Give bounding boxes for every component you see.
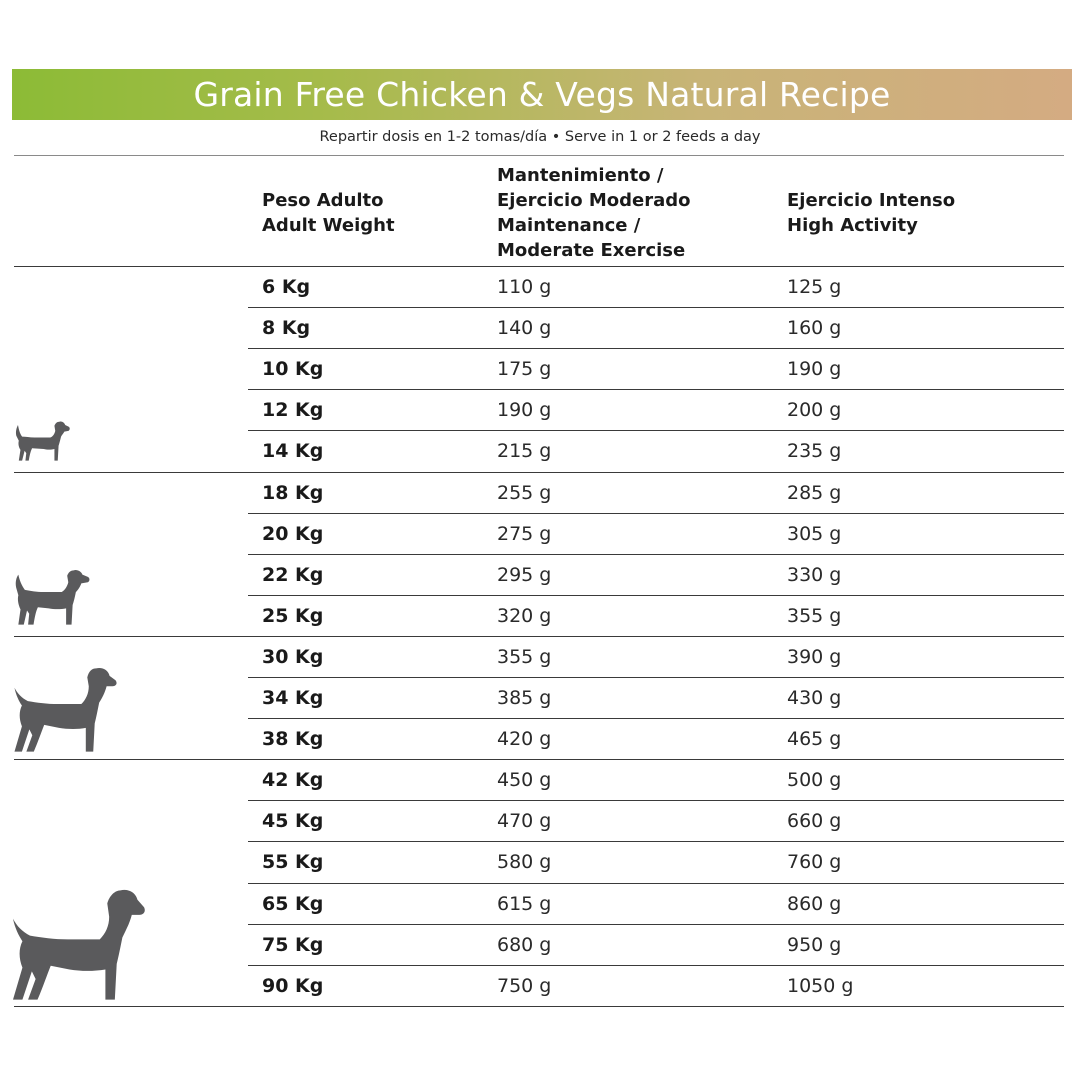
giant-dog-icon — [13, 888, 145, 1002]
column-header-maintenance — [497, 163, 691, 263]
table-cell-high: 1050 g — [787, 974, 854, 997]
table-cell-weight: 65 Kg — [262, 892, 324, 915]
table-row-divider — [248, 430, 1064, 431]
table-row-divider — [248, 554, 1064, 555]
table-cell-maintenance: 275 g — [497, 522, 552, 545]
small-dog-icon — [13, 417, 71, 467]
table-cell-maintenance: 140 g — [497, 317, 552, 340]
header-top-divider — [14, 155, 1064, 156]
table-cell-high: 125 g — [787, 276, 842, 298]
table-row-divider — [248, 841, 1064, 842]
table-cell-weight: 25 Kg — [262, 604, 324, 627]
table-cell-weight: 12 Kg — [262, 399, 324, 422]
header-weight-line-2: Adult Weight — [262, 215, 395, 236]
header-maint-line-4: Moderate Exercise — [497, 240, 686, 261]
table-cell-weight: 42 Kg — [262, 769, 324, 792]
table-cell-maintenance: 110 g — [497, 276, 552, 298]
table-cell-high: 950 g — [787, 933, 842, 956]
table-cell-maintenance: 295 g — [497, 563, 552, 586]
header-maint-line-2: Ejercicio Moderado — [497, 190, 691, 211]
table-row-divider — [248, 595, 1064, 596]
column-header-high-activity — [787, 188, 955, 238]
table-cell-maintenance: 320 g — [497, 604, 552, 627]
column-header-adult-weight — [262, 188, 395, 238]
serving-instructions: Repartir dosis en 1-2 tomas/día • Serve in 1 or 2 feeds a day — [319, 129, 761, 145]
header-maint-line-3: Maintenance / — [497, 215, 641, 236]
table-cell-maintenance: 580 g — [497, 851, 552, 874]
table-cell-high: 660 g — [787, 810, 842, 833]
table-row-divider — [248, 718, 1064, 719]
table-cell-high: 305 g — [787, 522, 842, 545]
table-cell-high: 160 g — [787, 317, 842, 340]
table-cell-maintenance: 615 g — [497, 892, 552, 915]
table-cell-weight: 90 Kg — [262, 974, 324, 997]
table-cell-weight: 18 Kg — [262, 481, 324, 504]
table-cell-high: 235 g — [787, 440, 842, 463]
page-title: Grain Free Chicken & Vegs Natural Recipe — [193, 75, 891, 114]
table-cell-weight: 38 Kg — [262, 728, 324, 751]
table-row-divider — [14, 1006, 1064, 1007]
table-cell-weight: 75 Kg — [262, 933, 324, 956]
table-cell-maintenance: 255 g — [497, 481, 552, 504]
table-cell-weight: 6 Kg — [262, 276, 311, 298]
table-row-divider — [248, 307, 1064, 308]
table-cell-maintenance: 750 g — [497, 974, 552, 997]
table-cell-high: 355 g — [787, 604, 842, 627]
table-cell-weight: 45 Kg — [262, 810, 324, 833]
table-cell-high: 190 g — [787, 358, 842, 381]
medium-dog-icon — [14, 565, 90, 631]
table-row-divider — [14, 759, 1064, 760]
large-dog-icon — [13, 665, 117, 755]
table-cell-maintenance: 215 g — [497, 440, 552, 463]
table-row-divider — [248, 513, 1064, 514]
title-banner — [12, 69, 1072, 120]
table-row-divider — [248, 924, 1064, 925]
table-cell-high: 465 g — [787, 728, 842, 751]
header-weight-line-1: Peso Adulto — [262, 190, 384, 211]
table-cell-maintenance: 190 g — [497, 399, 552, 422]
header-high-line-1: Ejercicio Intenso — [787, 190, 956, 211]
table-cell-maintenance: 450 g — [497, 769, 552, 792]
header-maint-line-1: Mantenimiento / — [497, 165, 664, 186]
table-cell-high: 330 g — [787, 563, 842, 586]
table-cell-high: 285 g — [787, 481, 842, 504]
header-high-line-2: High Activity — [787, 215, 918, 236]
header-bottom-divider — [14, 266, 1064, 267]
table-cell-weight: 30 Kg — [262, 645, 324, 668]
table-cell-weight: 55 Kg — [262, 851, 324, 874]
table-cell-maintenance: 420 g — [497, 728, 552, 751]
table-row-divider — [14, 472, 1064, 473]
table-cell-high: 760 g — [787, 851, 842, 874]
table-cell-high: 200 g — [787, 399, 842, 422]
table-cell-high: 390 g — [787, 645, 842, 668]
table-cell-weight: 14 Kg — [262, 440, 324, 463]
table-row-divider — [248, 677, 1064, 678]
table-cell-maintenance: 355 g — [497, 645, 552, 668]
table-cell-high: 500 g — [787, 769, 842, 792]
table-row-divider — [14, 636, 1064, 637]
table-row-divider — [248, 389, 1064, 390]
table-row-divider — [248, 348, 1064, 349]
table-cell-weight: 8 Kg — [262, 317, 311, 340]
table-cell-maintenance: 470 g — [497, 810, 552, 833]
table-row-divider — [248, 883, 1064, 884]
table-cell-weight: 34 Kg — [262, 687, 324, 709]
table-cell-weight: 22 Kg — [262, 563, 324, 586]
table-cell-maintenance: 680 g — [497, 933, 552, 956]
table-cell-high: 860 g — [787, 892, 842, 915]
table-cell-maintenance: 385 g — [497, 687, 552, 709]
table-cell-weight: 10 Kg — [262, 358, 324, 381]
table-row-divider — [248, 965, 1064, 966]
table-row-divider — [248, 800, 1064, 801]
table-cell-high: 430 g — [787, 687, 842, 709]
table-cell-maintenance: 175 g — [497, 358, 552, 381]
table-cell-weight: 20 Kg — [262, 522, 324, 545]
